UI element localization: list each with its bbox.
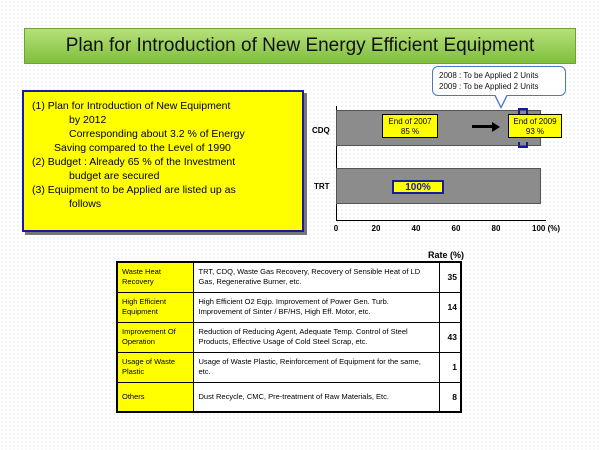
x-tick-label: 100 (%) — [531, 224, 561, 233]
description-cell: Dust Recycle, CMC, Pre-treatment of Raw Materials, Etc. — [193, 382, 439, 412]
table-row — [117, 352, 461, 382]
table-row — [117, 382, 461, 412]
description-cell: Reduction of Reducing Agent, Adequate Temp. Control of Steel Products, Effective Usage of Cold Steel Scrap, etc. — [193, 322, 439, 352]
rate-cell: 14 — [439, 292, 461, 322]
callout-box — [432, 66, 566, 96]
note-line: follows — [69, 198, 102, 210]
x-tick-label: 80 — [491, 224, 501, 233]
category-cell: Others — [117, 382, 193, 412]
x-axis — [336, 220, 546, 221]
table-row — [117, 322, 461, 352]
cdq-2007-value: 85 % — [400, 127, 420, 136]
category-label-cdq: CDQ — [312, 126, 330, 135]
rate-column-header: Rate (%) — [428, 250, 465, 260]
plan-notes-box — [22, 90, 304, 232]
x-tick-label: 20 — [371, 224, 381, 233]
rate-cell: 8 — [439, 382, 461, 412]
description-cell: Usage of Waste Plastic, Reinforcement of Equipment for the same, etc. — [193, 352, 439, 382]
cdq-2009-label: End of 2009 — [513, 117, 557, 126]
category-cell: Improvement Of Operation — [117, 322, 193, 352]
note-line: (3) Equipment to be Applied are listed up as — [32, 184, 236, 196]
category-cell: High Efficient Equipment — [117, 292, 193, 322]
table-row — [117, 292, 461, 322]
note-line: Corresponding about 3.2 % of Energy — [69, 128, 245, 140]
note-line: by 2012 — [69, 114, 107, 126]
category-label-trt: TRT — [314, 182, 330, 191]
x-tick-label: 0 — [333, 224, 339, 233]
x-tick-label: 60 — [451, 224, 461, 233]
progress-arrow-line — [472, 125, 494, 128]
equipment-table — [116, 261, 462, 413]
category-cell: Usage of Waste Plastic — [117, 352, 193, 382]
note-line: (1) Plan for Introduction of New Equipment — [32, 100, 231, 112]
rate-cell: 35 — [439, 262, 461, 292]
description-cell: TRT, CDQ, Waste Gas Recovery, Recovery of Sensible Heat of LD Gas, Regenerative Burner, etc. — [193, 262, 439, 292]
cdq-2007-label-box — [382, 114, 438, 138]
progress-arrow-head — [492, 122, 500, 132]
callout-line: 2009 : To be Applied 2 Units — [439, 82, 539, 91]
progress-chart — [300, 96, 600, 246]
note-line: budget are secured — [69, 170, 160, 182]
cdq-2009-value: 93 % — [525, 127, 545, 136]
x-tick-label: 40 — [411, 224, 421, 233]
note-line: (2) Budget : Already 65 % of the Investment — [32, 156, 236, 168]
table-row — [117, 262, 461, 292]
cdq-2007-label: End of 2007 — [388, 117, 432, 126]
cdq-2009-label-box — [508, 114, 562, 138]
category-cell: Waste Heat Recovery — [117, 262, 193, 292]
title-banner — [24, 28, 576, 64]
page-title: Plan for Introduction of New Energy Efficient Equipment — [65, 35, 535, 56]
description-cell: High Efficient O2 Eqip. Improvement of Power Gen. Turb. Improvement of Sinter / BF/HS, High Eff. Motor, etc. — [193, 292, 439, 322]
trt-value-label: 100% — [392, 180, 444, 194]
rate-cell: 1 — [439, 352, 461, 382]
callout-line: 2008 : To be Applied 2 Units — [439, 71, 539, 80]
note-line: Saving compared to the Level of 1990 — [54, 142, 231, 154]
rate-cell: 43 — [439, 322, 461, 352]
